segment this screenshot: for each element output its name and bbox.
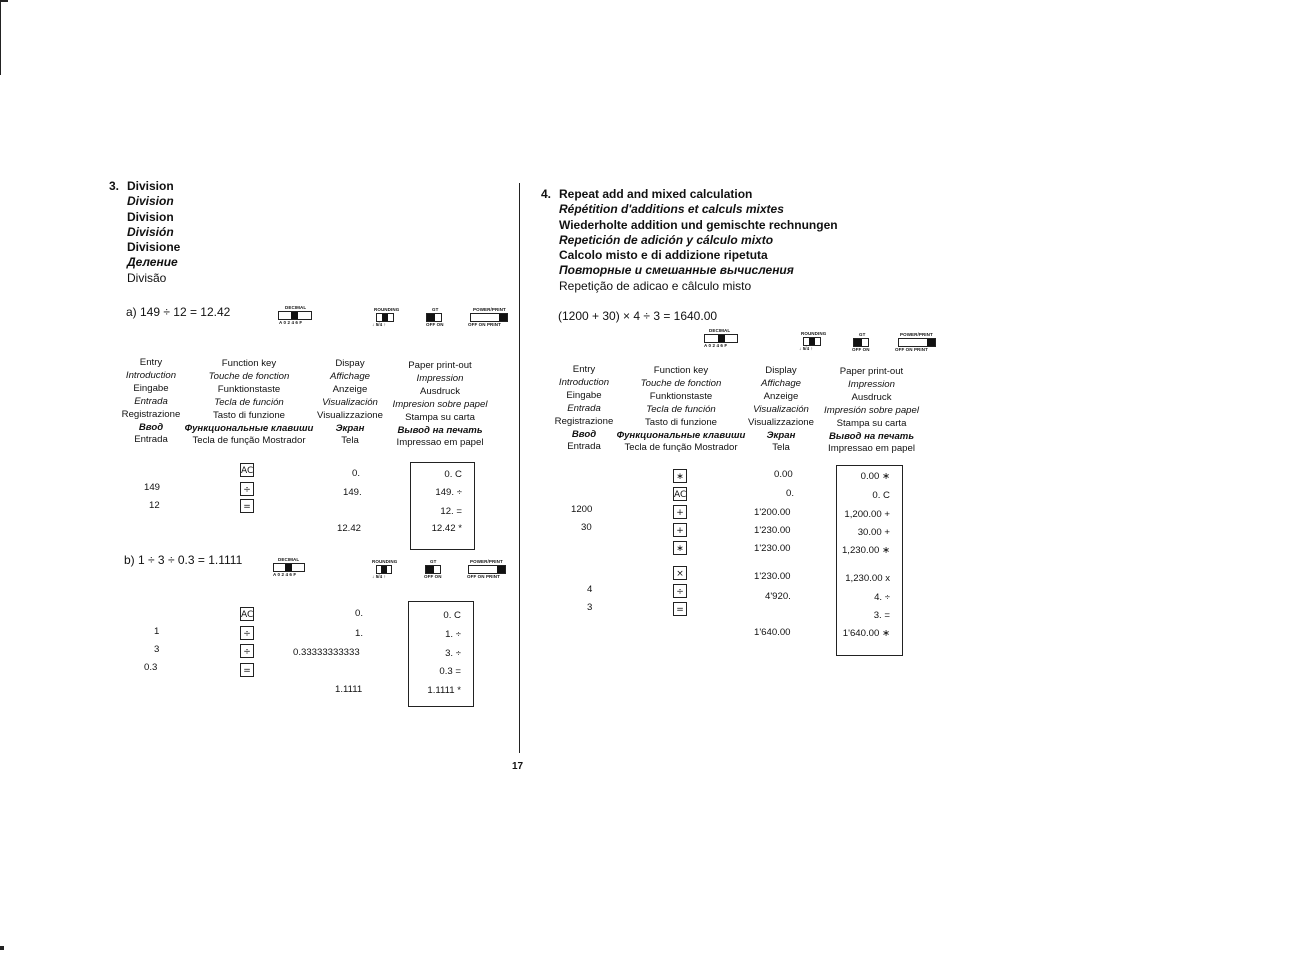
title-fr: Division: [127, 194, 174, 209]
header4-function-col: [614, 365, 748, 455]
hdr4-fn-es: Tecla de función: [646, 403, 716, 415]
title-ru: Деление: [127, 255, 178, 270]
rounding-switch-4: [803, 337, 821, 346]
hdr-fn-it: Tasto di funzione: [213, 409, 285, 421]
table4-display-5: 1'230.00: [754, 543, 791, 554]
header-function-col: [182, 358, 316, 448]
table-b-display-4: 1.1111: [335, 684, 363, 695]
paper4-line-7: 4. ÷: [874, 592, 890, 603]
gt-scale-4: OFF ON: [852, 347, 870, 352]
table4-display-4: 1'230.00: [754, 525, 791, 536]
decimal-switch: [278, 311, 312, 320]
hdr4-paper-it: Stampa su carta: [836, 417, 907, 429]
title-es: División: [127, 224, 174, 239]
gt-label: GT: [432, 307, 439, 312]
rounding-switch-b: [376, 565, 392, 574]
gt-switch: [426, 313, 442, 322]
paper4-line-6: 1,230.00 x: [845, 573, 890, 584]
rounding-scale-4: ↓ 5/4 ↑: [799, 346, 813, 351]
hdr4-fn-en: Function key: [653, 365, 709, 376]
hdr-fn-en: Function key: [221, 358, 277, 369]
page-number: 17: [512, 761, 524, 772]
paper-a-line-3: 12. =: [440, 506, 462, 517]
hdr4-entry-en: Entry: [572, 364, 596, 375]
table-b-display-1: 0.: [355, 608, 364, 619]
hdr-entry-de: Eingabe: [133, 382, 169, 394]
hdr4-entry-it: Registrazione: [554, 415, 614, 427]
title4-it: Calcolo misto e di addizione ripetuta: [559, 248, 768, 263]
hdr-fn-pt: Tecla de função Mostrador: [192, 435, 306, 447]
hdr4-fn-pt: Tecla de função Mostrador: [624, 442, 738, 454]
title4-de: Wiederholte addition und gemischte rechnungen: [559, 217, 838, 232]
hdr-entry-fr: Introduction: [125, 369, 177, 381]
paper-a-line-4: 12.42 *: [431, 523, 462, 534]
hdr4-entry-es: Entrada: [567, 402, 601, 414]
hdr-paper-es: Impresion sobre papel: [392, 398, 488, 410]
hdr-disp-it: Visualizzazione: [317, 409, 383, 421]
hdr4-disp-ru: Экран: [766, 429, 796, 441]
hdr4-disp-fr: Affichage: [760, 377, 801, 389]
hdr4-disp-es: Visualización: [753, 403, 809, 415]
header-paper-col: [384, 360, 496, 450]
decimal-scale: A 0 2 4 6 F: [279, 320, 303, 325]
paper-b-line-4: 0.3 =: [439, 666, 461, 677]
hdr4-entry-fr: Introduction: [558, 376, 610, 388]
hdr4-paper-fr: Impression: [848, 378, 895, 390]
table-b-display-2: 1.: [355, 628, 364, 639]
power-scale-b: OFF ON PRINT: [467, 574, 500, 579]
rounding-label: ROUNDING: [374, 307, 400, 312]
table-b-entry-1: 1: [154, 626, 160, 637]
title-en: Division: [127, 179, 174, 193]
rounding-scale-b: ↓ 5/4 ↑: [372, 574, 386, 579]
power-scale-4: OFF ON PRINT: [895, 347, 928, 352]
table-a-entry-2: 12: [149, 500, 160, 511]
hdr-fn-ru: Функциональные клавиши: [184, 422, 314, 434]
decimal-scale-b: A 0 2 4 6 F: [273, 572, 297, 577]
hdr-paper-pt: Impressao em papel: [396, 437, 484, 449]
table4-display-8: 1'640.00: [754, 627, 791, 638]
paper-b-line-1: 0. C: [443, 610, 461, 621]
key4-ac[interactable]: AC: [673, 487, 687, 501]
table-a-entry-1: 149: [144, 482, 161, 493]
hdr-disp-en: Dispay: [335, 358, 365, 369]
key-equals[interactable]: =: [240, 499, 254, 513]
table-a-display-2: 149.: [343, 487, 362, 498]
hdr4-fn-ru: Функциональные клавиши: [616, 429, 746, 441]
paper4-line-3: 1,200.00 +: [844, 509, 890, 520]
decimal-switch-4: [704, 334, 738, 343]
table4-entry-2: 30: [581, 522, 592, 533]
hdr-disp-de: Anzeige: [332, 383, 368, 395]
table4-entry-1: 1200: [571, 504, 593, 515]
paper4-line-4: 30.00 +: [857, 527, 890, 538]
hdr4-disp-en: Display: [765, 365, 797, 376]
rounding-label-4: ROUNDING: [801, 331, 827, 336]
hdr4-paper-es: Impresión sobre papel: [824, 404, 919, 416]
hdr-entry-ru: Ввод: [138, 421, 164, 433]
header4-display-col: [736, 365, 826, 455]
hdr-paper-fr: Impression: [416, 372, 464, 384]
gt-switch-b: [425, 565, 441, 574]
table4-display-2: 0.: [786, 488, 795, 499]
rounding-label-b: ROUNDING: [372, 559, 398, 564]
key4-equals[interactable]: =: [673, 602, 687, 616]
hdr4-fn-fr: Touche de fonction: [640, 377, 722, 389]
title-it: Divisione: [127, 240, 181, 255]
table4-display-6: 1'230.00: [754, 571, 791, 582]
table4-display-1: 0.00: [774, 469, 793, 480]
rounding-switch: [376, 313, 394, 322]
power-switch-4: [898, 338, 936, 347]
key4-star-2[interactable]: ∗: [673, 541, 687, 555]
hdr4-entry-de: Eingabe: [566, 389, 602, 401]
hdr-paper-ru: Вывод на печать: [397, 424, 483, 436]
table-b-entry-2: 3: [154, 644, 160, 655]
section-number-3: 3.: [109, 179, 120, 193]
table4-display-7: 4'920.: [765, 591, 791, 602]
hdr4-disp-pt: Tela: [772, 442, 790, 454]
example-a-equation: a) 149 ÷ 12 = 12.42: [126, 305, 231, 319]
example-b-equation: b) 1 ÷ 3 ÷ 0.3 = 1.1111: [124, 553, 243, 567]
decimal-label-b: DECIMAL: [278, 557, 300, 562]
paper4-line-8: 3. =: [873, 610, 890, 621]
column-divider: [519, 183, 520, 753]
decimal-switch-b: [273, 563, 305, 572]
title4-fr: Répétition d'additions et calculs mixtes: [559, 202, 784, 217]
key4-star-1[interactable]: ∗: [673, 469, 687, 483]
section-number-4: 4.: [541, 187, 552, 201]
hdr-fn-es: Tecla de función: [214, 396, 284, 408]
title-pt: Divisão: [127, 270, 167, 285]
table-a-display-1: 0.: [352, 468, 361, 479]
hdr-entry-en: Entry: [139, 357, 163, 368]
paper-b-line-5: 1.1111 *: [427, 685, 461, 696]
example-4-equation: (1200 + 30) × 4 ÷ 3 = 1640.00: [558, 309, 718, 323]
hdr-disp-es: Visualización: [322, 396, 378, 408]
hdr-entry-es: Entrada: [134, 395, 168, 407]
paper4-line-5: 1,230.00 ∗: [841, 545, 890, 556]
key-divide-b1[interactable]: ÷: [240, 626, 254, 640]
hdr4-paper-de: Ausdruck: [851, 391, 892, 403]
section-4-titles: [559, 187, 838, 294]
hdr4-paper-en: Paper print-out: [839, 366, 904, 377]
hdr-fn-fr: Touche de fonction: [208, 370, 290, 382]
rounding-scale: ↓ 5/4 ↑: [372, 322, 386, 327]
gt-label-b: GT: [430, 559, 437, 564]
paper4-line-1: 0.00 ∗: [860, 471, 890, 482]
switch-panel-b: [270, 557, 510, 581]
key-ac-b[interactable]: AC: [240, 607, 254, 621]
decimal-label: DECIMAL: [285, 305, 307, 310]
key-divide-b2[interactable]: ÷: [240, 644, 254, 658]
decimal-scale-4: A 0 2 4 6 F: [704, 343, 728, 348]
hdr-disp-fr: Affichage: [329, 370, 370, 382]
gt-switch-4: [853, 338, 869, 347]
hdr4-entry-pt: Entrada: [567, 441, 601, 453]
table4-entry-4: 3: [587, 602, 593, 613]
table4-display-3: 1'200.00: [754, 507, 791, 518]
hdr-paper-de: Ausdruck: [420, 385, 460, 397]
key4-plus-2[interactable]: +: [673, 523, 687, 537]
power-switch-b: [468, 565, 506, 574]
paper-strip-b: [408, 601, 474, 707]
key4-divide[interactable]: ÷: [673, 584, 687, 598]
header-display-col: [305, 358, 395, 448]
hdr4-paper-ru: Вывод на печать: [828, 430, 915, 442]
section-3-titles: [127, 179, 180, 286]
header4-paper-col: [814, 366, 929, 456]
key-equals-b[interactable]: =: [240, 663, 254, 677]
paper-b-line-3: 3. ÷: [445, 648, 461, 659]
hdr4-disp-de: Anzeige: [763, 390, 799, 402]
decimal-label-4: DECIMAL: [709, 328, 731, 333]
title4-pt: Repetição de adicao e câlculo misto: [559, 278, 752, 293]
key4-multiply[interactable]: ×: [673, 566, 687, 580]
paper-strip-a: [410, 462, 475, 550]
corner-mark-left: [0, 0, 1, 75]
hdr4-fn-it: Tasto di funzione: [645, 416, 717, 428]
hdr-entry-pt: Entrada: [134, 434, 168, 446]
key4-plus-1[interactable]: +: [673, 505, 687, 519]
key-ac[interactable]: AC: [240, 463, 254, 477]
hdr4-disp-it: Visualizzazione: [748, 416, 814, 428]
paper-a-line-2: 149. ÷: [435, 487, 462, 498]
table-b-display-3: 0.33333333333: [293, 647, 360, 658]
switch-panel-4: [702, 328, 938, 354]
hdr-fn-de: Funktionstaste: [217, 383, 281, 395]
power-switch: [470, 313, 508, 322]
power-label: POWER/PRINT: [473, 307, 506, 312]
switch-panel-a: [276, 305, 512, 329]
power-label-4: POWER/PRINT: [900, 332, 933, 337]
hdr-disp-pt: Tela: [341, 435, 359, 447]
hdr-paper-it: Stampa su carta: [405, 411, 475, 423]
gt-scale-b: OFF ON: [424, 574, 442, 579]
hdr4-fn-de: Funktionstaste: [649, 390, 713, 402]
title-de: Division: [127, 209, 174, 224]
corner-mark-top: [0, 0, 8, 2]
table4-entry-3: 4: [587, 584, 593, 595]
gt-scale: OFF ON: [426, 322, 444, 327]
power-label-b: POWER/PRINT: [470, 559, 503, 564]
paper-a-line-1: 0. C: [444, 469, 462, 480]
corner-mark-bottom: [0, 946, 4, 950]
hdr4-entry-ru: Ввод: [571, 428, 597, 440]
paper4-line-9: 1'640.00 ∗: [842, 628, 890, 639]
power-scale: OFF ON PRINT: [468, 322, 501, 327]
paper-strip-4: [836, 465, 903, 656]
paper-b-line-2: 1. ÷: [445, 629, 461, 640]
title4-en: Repeat add and mixed calculation: [559, 187, 753, 201]
hdr4-paper-pt: Impressao em papel: [828, 443, 915, 455]
hdr-paper-en: Paper print-out: [408, 360, 472, 371]
key-divide[interactable]: ÷: [240, 482, 254, 496]
gt-label-4: GT: [859, 332, 866, 337]
paper4-line-2: 0. C: [872, 490, 890, 501]
hdr-entry-it: Registrazione: [121, 408, 181, 420]
title4-es: Repetición de adición y cálculo mixto: [559, 232, 774, 247]
table-b-entry-3: 0.3: [144, 662, 158, 673]
table-a-display-3: 12.42: [337, 523, 362, 534]
hdr-disp-ru: Экран: [335, 422, 365, 434]
title4-ru: Повторные и смешанные вычисления: [559, 263, 794, 278]
